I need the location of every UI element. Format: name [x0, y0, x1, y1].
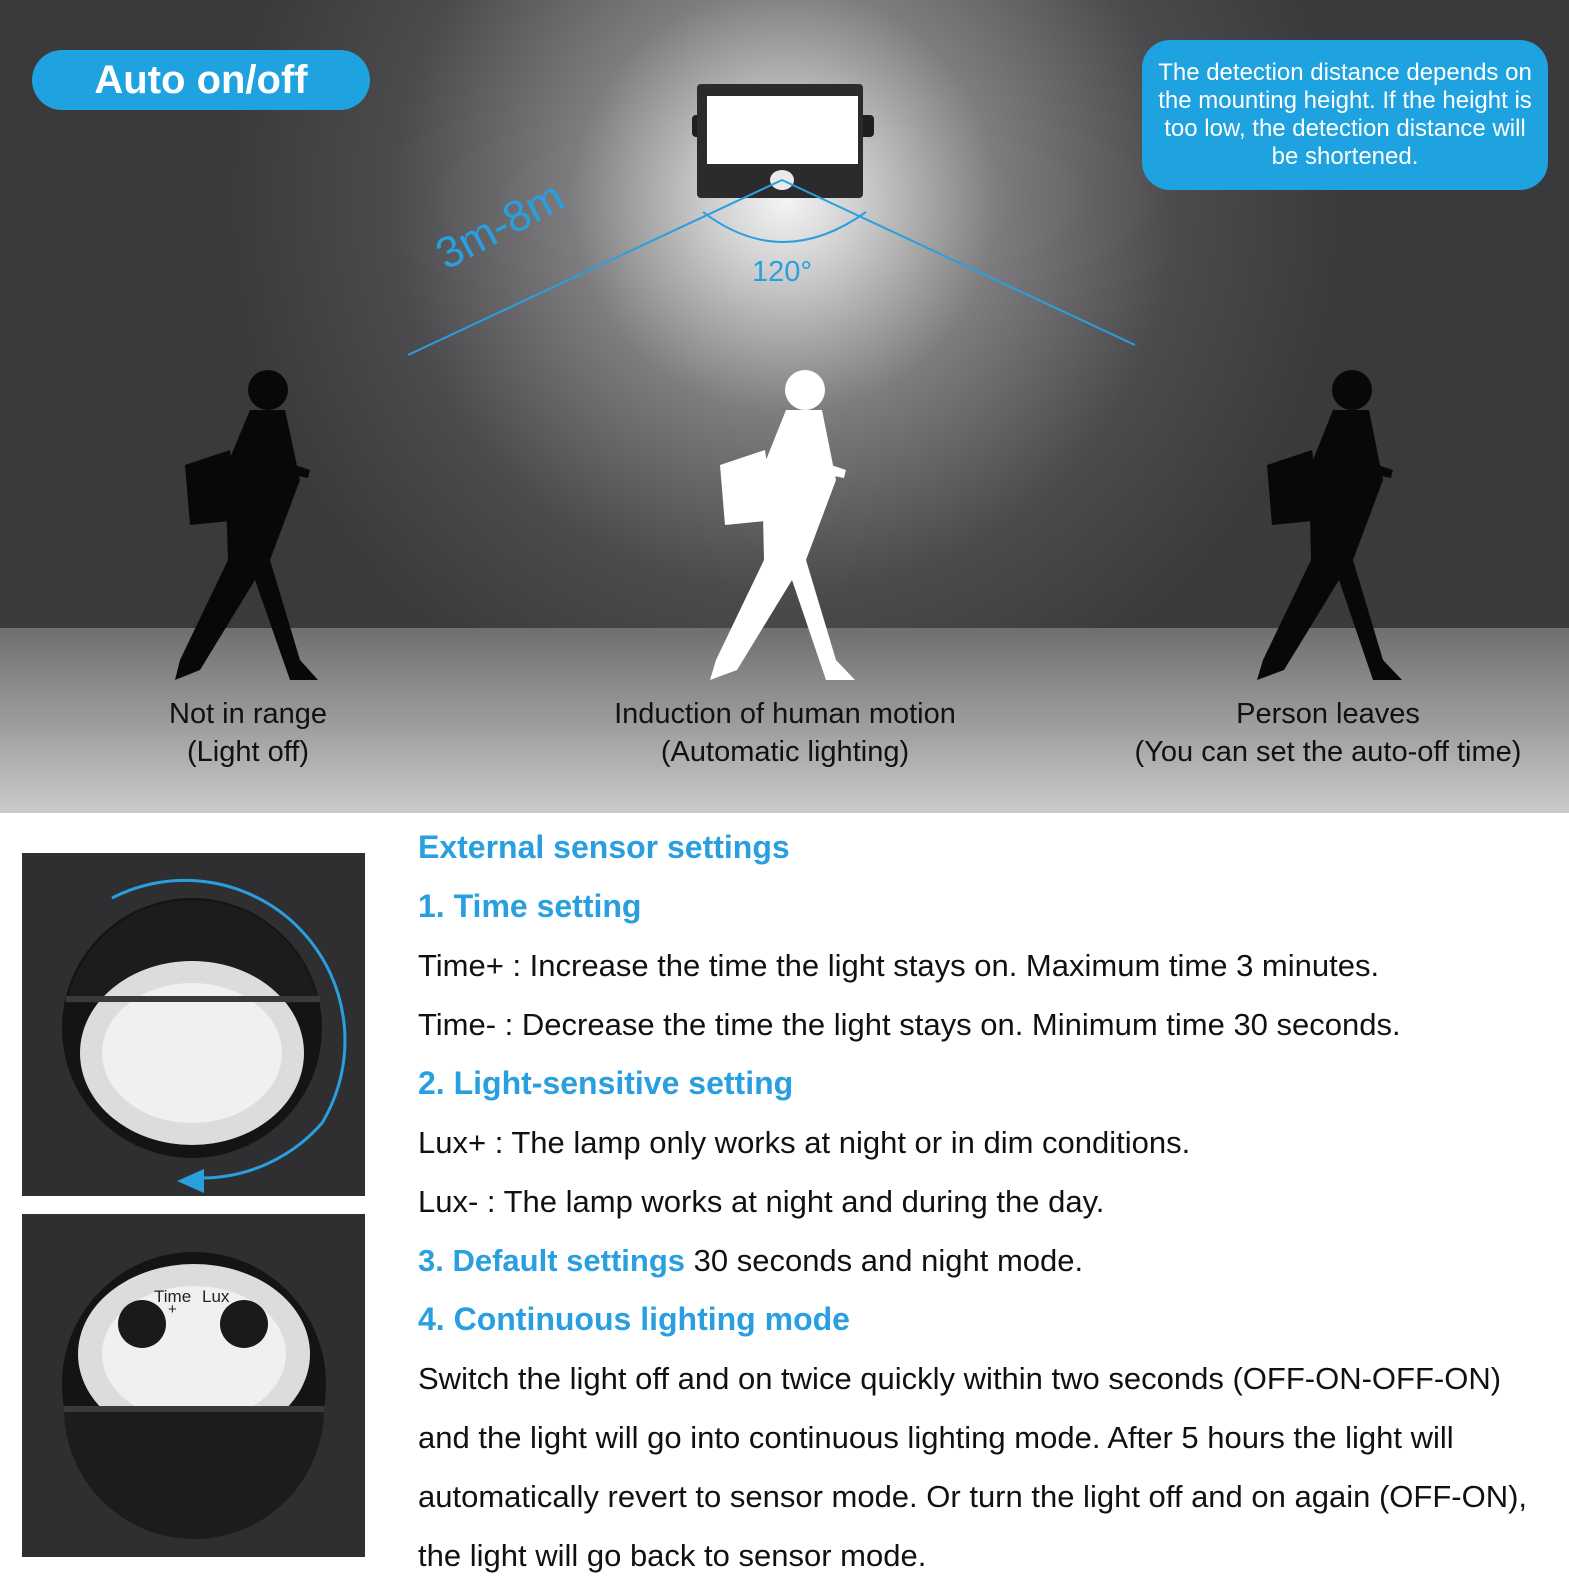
- time-setting-heading: 1. Time setting: [418, 888, 642, 924]
- caption-line: Person leaves: [1236, 698, 1420, 730]
- time-dial-icon: [118, 1300, 166, 1348]
- default-settings-description: 30 seconds and night mode.: [685, 1243, 1084, 1278]
- sensor-settings-text: [418, 818, 1558, 1585]
- caption-line: (You can set the auto-off time): [1134, 736, 1522, 768]
- detection-distance-note: The detection distance depends on the mounting height. If the height is too low, the detection distance will be shortened.: [1142, 40, 1548, 190]
- caption-not-in-range: [88, 695, 408, 771]
- default-settings-line: [418, 1231, 1558, 1290]
- caption-line: (Light off): [187, 736, 309, 768]
- caption-motion-induction: [560, 695, 1010, 771]
- time-minus-description: Time- : Decrease the time the light stays on. Minimum time 30 seconds.: [418, 1007, 1401, 1042]
- rotation-arrow-icon: [177, 1169, 204, 1193]
- lux-dial-label: Lux: [202, 1287, 230, 1306]
- sensor-dials-illustration: [22, 1214, 365, 1557]
- time-dial-label: Time: [154, 1287, 192, 1306]
- lux-minus-mark: −: [226, 1301, 235, 1318]
- time-plus-description: Time+ : Increase the time the light stays on. Maximum time 3 minutes.: [418, 948, 1380, 983]
- caption-person-leaves: [1108, 695, 1548, 771]
- distance-label: 3m-8m: [428, 171, 572, 280]
- caption-line: Induction of human motion: [614, 698, 956, 730]
- caption-line: Not in range: [169, 698, 327, 730]
- lux-minus-description: Lux- : The lamp works at night and during the day.: [418, 1184, 1105, 1219]
- time-plus-mark: +: [168, 1301, 177, 1318]
- auto-on-off-title: Auto on/off: [32, 50, 370, 110]
- caption-line: (Automatic lighting): [660, 736, 910, 768]
- continuous-mode-description: Switch the light off and on twice quickly within two seconds (OFF-ON-OFF-ON) and the light will go into continuous lighting mode. After 5 hours the light will automatically revert to sensor mode. Or turn the light off and on again (OFF-ON), the light will go back to sensor mode.: [418, 1361, 1528, 1573]
- sensor-rotation-photo: [22, 853, 365, 1196]
- continuous-mode-heading: 4. Continuous lighting mode: [418, 1301, 850, 1337]
- settings-title: External sensor settings: [418, 829, 790, 865]
- default-settings-heading: 3. Default settings: [418, 1243, 685, 1278]
- angle-label: 120°: [752, 256, 812, 288]
- lux-plus-description: Lux+ : The lamp only works at night or in dim conditions.: [418, 1125, 1191, 1160]
- light-sensitive-heading: 2. Light-sensitive setting: [418, 1065, 794, 1101]
- sensor-dials-photo: [22, 1214, 365, 1557]
- sensor-rotation-illustration: [22, 853, 365, 1196]
